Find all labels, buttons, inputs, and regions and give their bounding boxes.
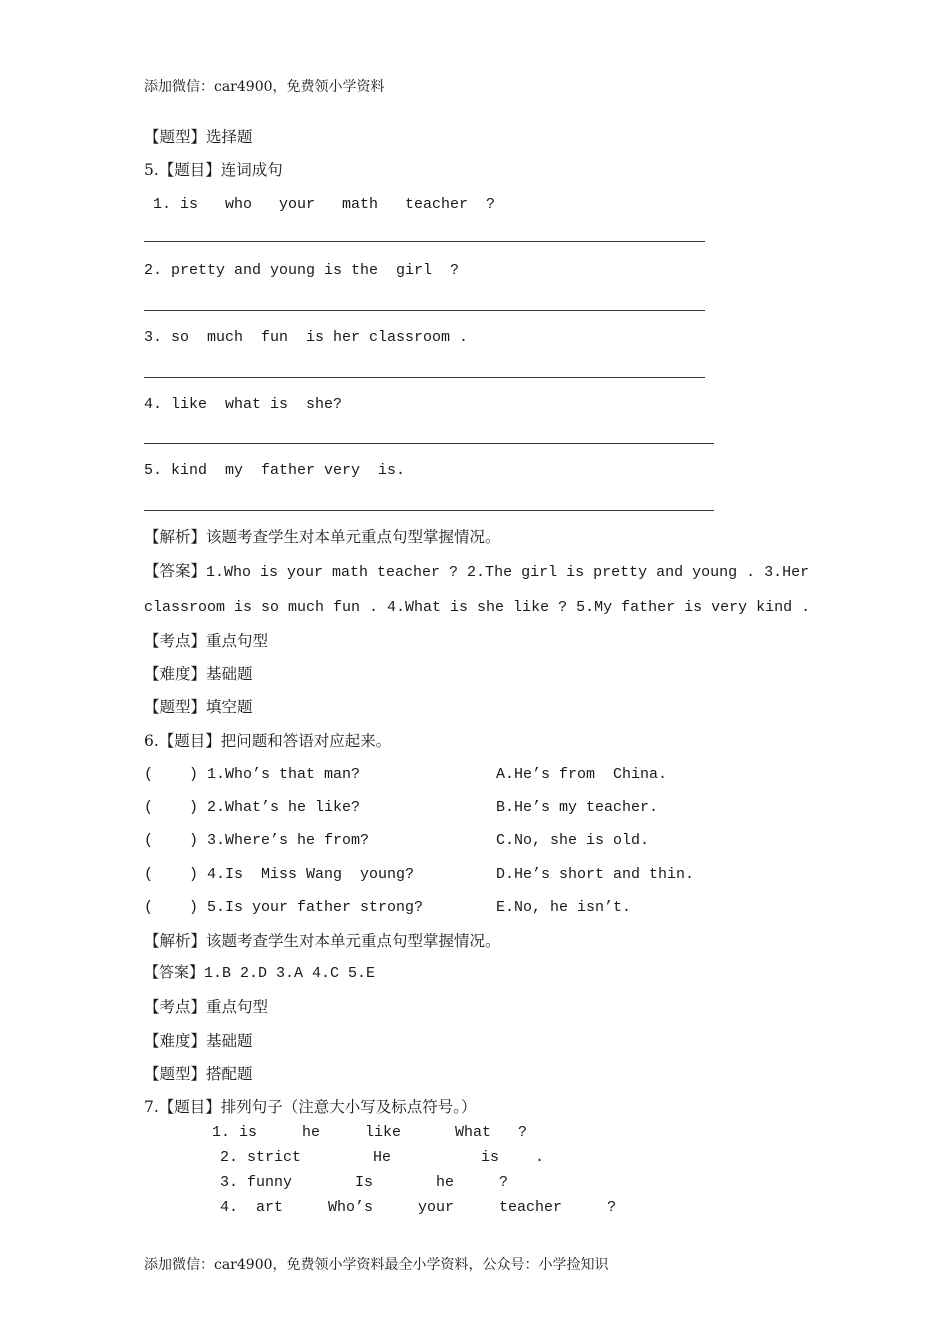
q6-type: 【题型】搭配题	[144, 1065, 253, 1083]
q5-type: 【题型】填空题	[144, 698, 253, 716]
q6-difficulty: 【难度】基础题	[144, 1032, 253, 1050]
q5-item-4: 4. like what is she?	[144, 396, 343, 413]
q6-analysis: 【解析】该题考查学生对本单元重点句型掌握情况。	[144, 932, 501, 950]
q6-title: 6.【题目】把问题和答语对应起来。	[144, 732, 392, 750]
q6-answer-b: B.He’s my teacher.	[496, 799, 659, 816]
q6-question-4: ( ) 4.Is Miss Wang young?	[144, 866, 415, 883]
q7-title: 7.【题目】排列句子（注意大小写及标点符号。）	[144, 1098, 477, 1116]
q6-question-2: ( ) 2.What’s he like?	[144, 799, 361, 816]
q5-analysis: 【解析】该题考查学生对本单元重点句型掌握情况。	[144, 528, 501, 546]
q5-answer	[144, 562, 809, 582]
q5-answer-line-3	[144, 377, 705, 378]
q6-answer: 【答案】1.B 2.D 3.A 4.C 5.E	[144, 965, 376, 982]
q6-answer-d: D.He’s short and thin.	[496, 866, 695, 883]
q5-item-2: 2. pretty and young is the girl ?	[144, 262, 460, 279]
q5-answer-line-b: classroom is so much fun . 4.What is she like ? 5.My father is very kind .	[144, 599, 811, 616]
q4-type-label: 【题型】选择题	[144, 128, 253, 146]
q6-answer-e: E.No, he isn’t.	[496, 899, 632, 916]
page-footer: 添加微信：car4900，免费领小学资料最全小学资料，公众号：小学捡知识	[144, 1257, 609, 1273]
q6-question-5: ( ) 5.Is your father strong?	[144, 899, 424, 916]
q5-answer-line-2	[144, 310, 705, 311]
q5-title: 5.【题目】连词成句	[144, 161, 283, 179]
page-header: 添加微信：car4900，免费领小学资料	[144, 79, 385, 95]
q7-item-4: 4. art Who’s your teacher ?	[220, 1199, 617, 1216]
q7-item-1: 1. is he like What ?	[212, 1124, 528, 1141]
q5-answer-line-5	[144, 510, 714, 511]
q6-point: 【考点】重点句型	[144, 998, 269, 1016]
q5-difficulty: 【难度】基础题	[144, 665, 253, 683]
q5-item-3: 3. so much fun is her classroom .	[144, 329, 469, 346]
q5-answer-line-a: 1.Who is your math teacher ? 2.The girl is pretty and young . 3.Her	[206, 564, 810, 581]
q5-answer-line-1	[144, 241, 705, 242]
q5-item-5: 5. kind my father very is.	[144, 462, 406, 479]
q6-question-1: ( ) 1.Who’s that man?	[144, 766, 361, 783]
q5-item-1: 1. is who your math teacher ?	[144, 196, 496, 213]
q6-question-3: ( ) 3.Where’s he from?	[144, 832, 370, 849]
q7-item-3: 3. funny Is he ?	[220, 1174, 509, 1191]
q7-item-2: 2. strict He is .	[220, 1149, 545, 1166]
q5-answer-label: 【答案】	[144, 562, 207, 580]
q6-answer-a: A.He’s from China.	[496, 766, 668, 783]
q5-answer-line-4	[144, 443, 714, 444]
q6-answer-c: C.No, she is old.	[496, 832, 650, 849]
q5-point: 【考点】重点句型	[144, 632, 269, 650]
